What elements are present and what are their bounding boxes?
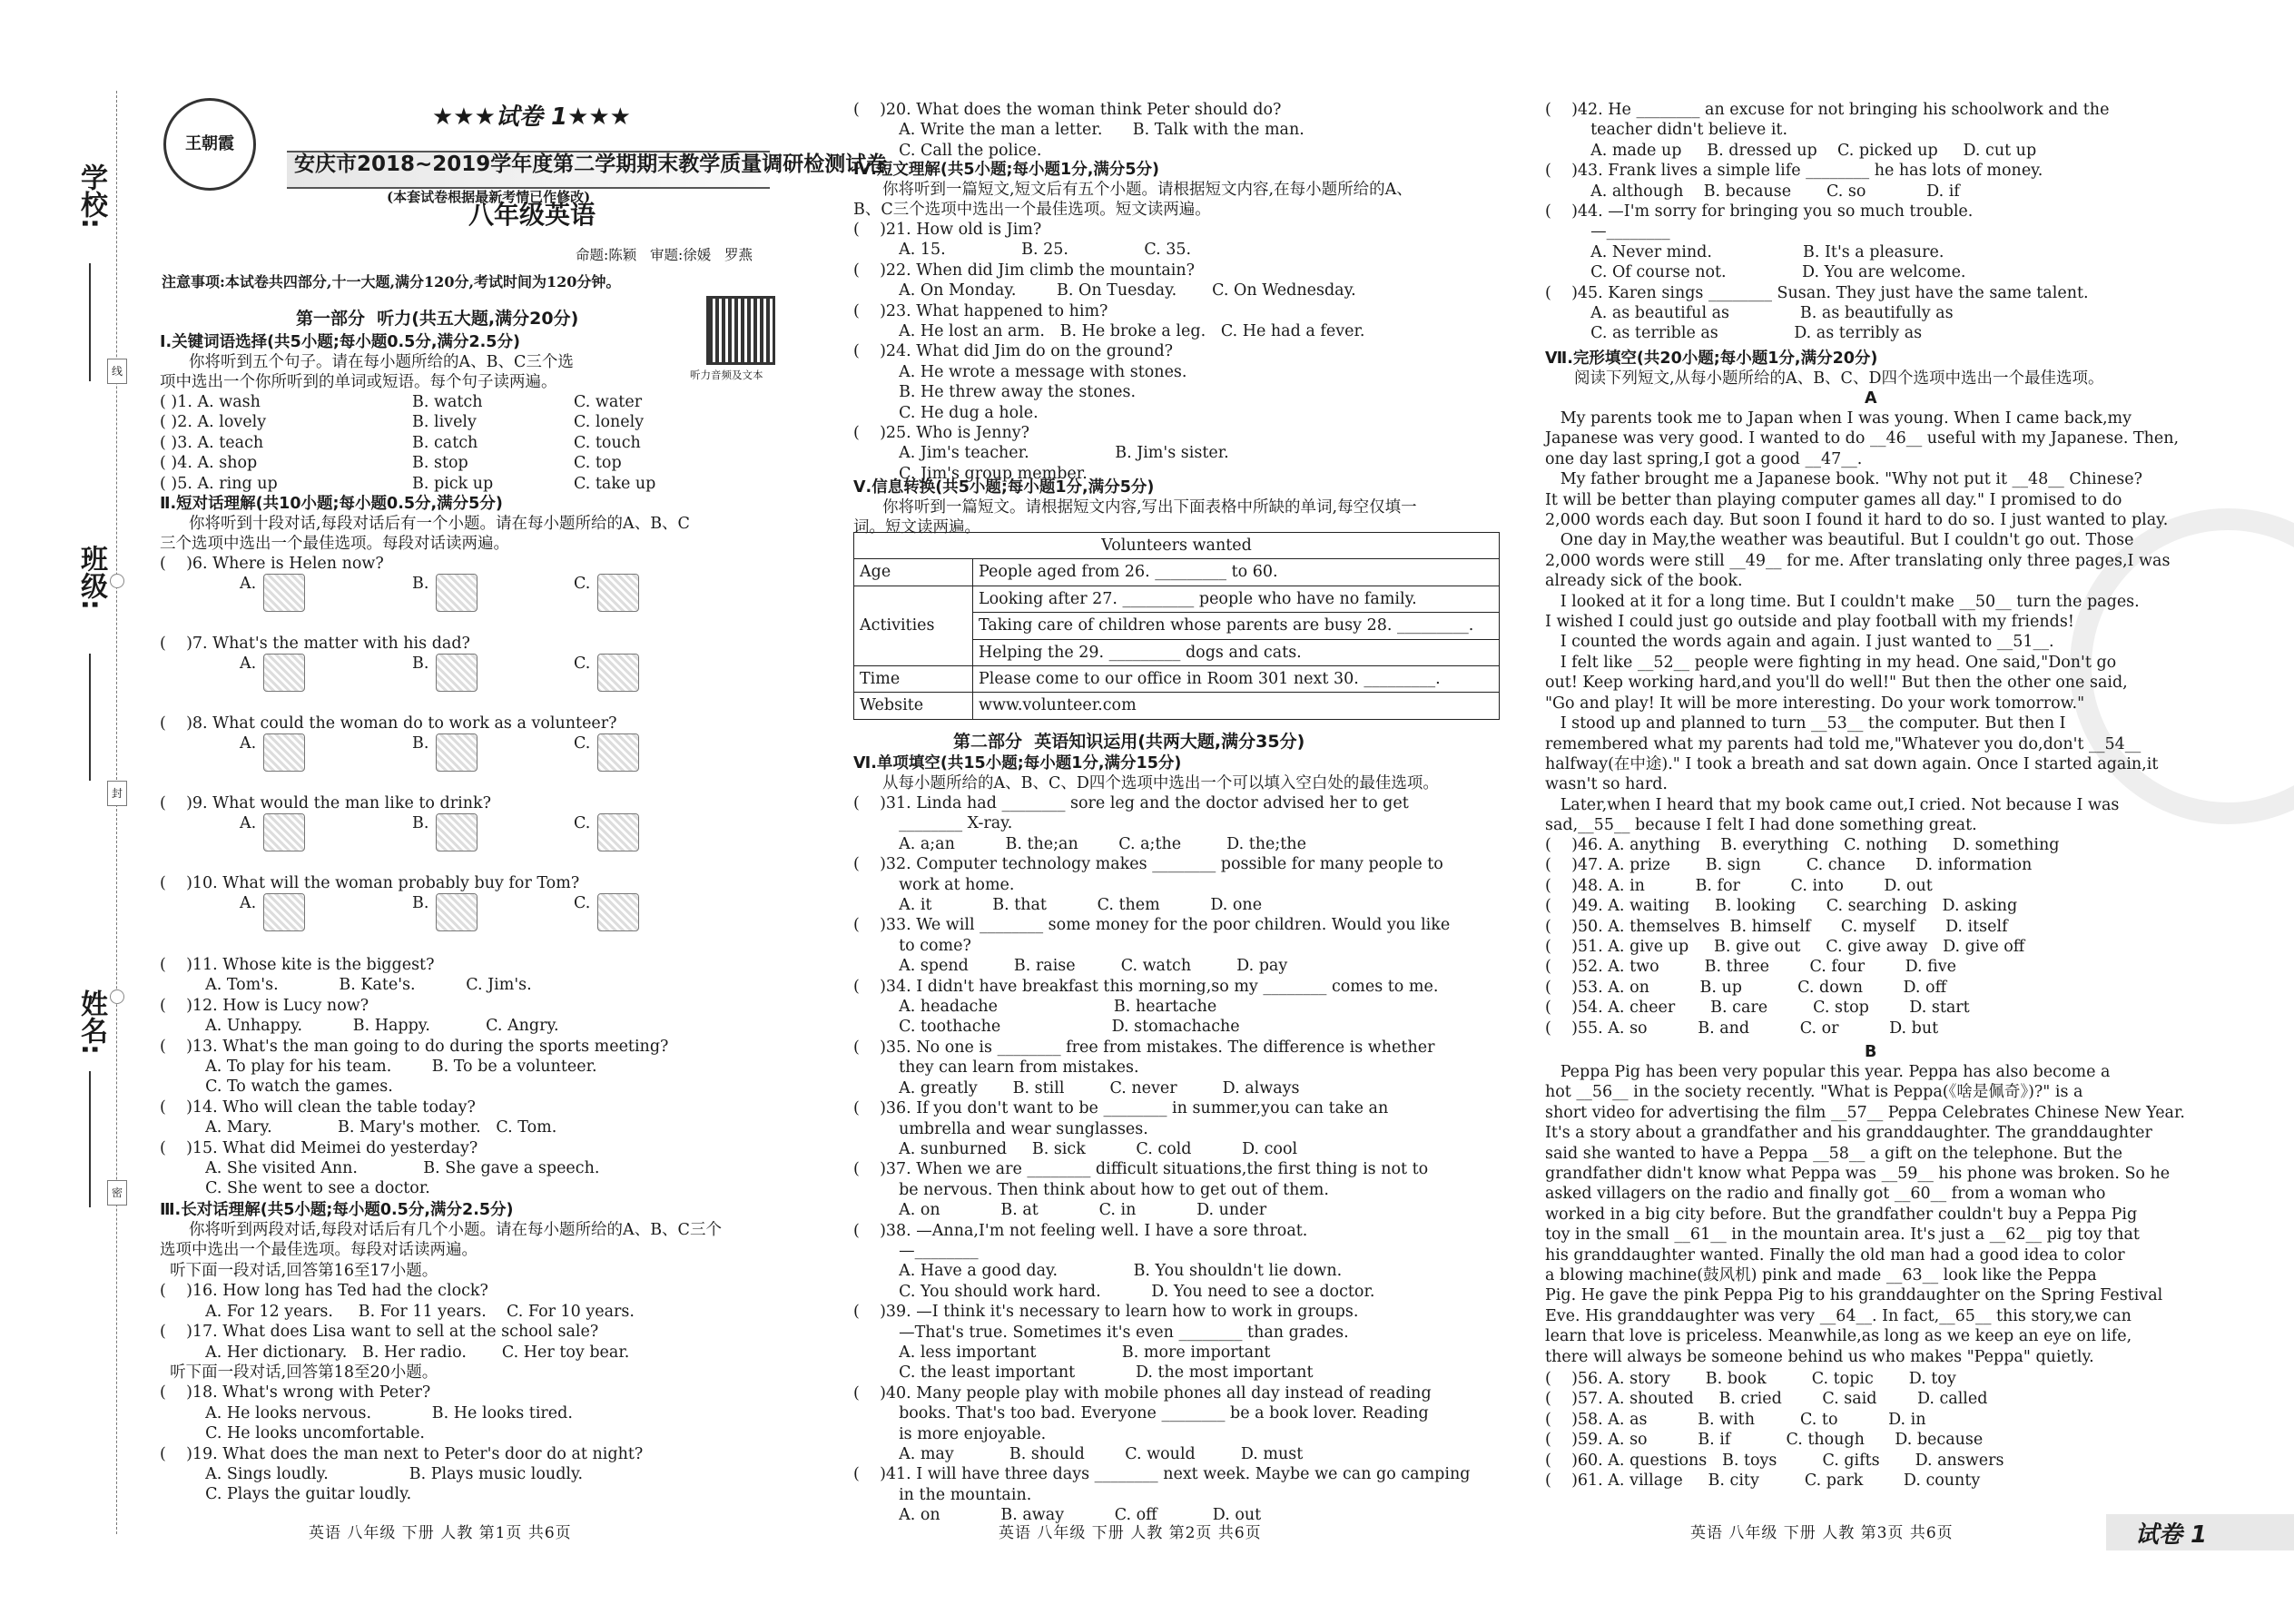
opt-a-label: A. xyxy=(240,734,257,753)
instruction-line: 三个选项中选出一个最佳选项。每段对话读两遍。 xyxy=(160,535,509,554)
q-line[interactable]: ( )13. What's the man going to do during the sports meeting? xyxy=(160,1037,669,1056)
q-options: A. Write the man a letter. B. Talk with the man. xyxy=(853,121,1305,140)
cloze-row[interactable]: ( )52. A. two B. three C. four D. five xyxy=(1545,958,1957,977)
q-line: ________ X-ray. xyxy=(853,814,1013,833)
picture-question[interactable] xyxy=(160,873,795,953)
questions-21-25 xyxy=(853,220,1364,484)
passage-a-label: A xyxy=(1865,389,1877,408)
age-label: Age xyxy=(854,559,973,586)
passage-line: One day in May,the weather was beautiful. But I couldn't go out. Those xyxy=(1545,531,2134,550)
authors: 命题:陈颖 审题:徐媛 罗燕 xyxy=(576,247,753,263)
q-line[interactable]: ( )23. What happened to him? xyxy=(853,301,1108,320)
opt-b-label: B. xyxy=(412,894,429,912)
q-line[interactable]: ( )14. Who will clean the table today? xyxy=(160,1097,476,1117)
passage-line: out! Keep working hard,and you'll do well!" But then the other one said, xyxy=(1545,674,2128,693)
q-line[interactable]: ( )45. Karen sings ________ Susan. They just have the same talent. xyxy=(1545,283,2089,302)
q-line[interactable]: ( )43. Frank lives a simple life ________ he has lots of money. xyxy=(1545,162,2043,181)
punch-hole xyxy=(110,989,124,1004)
q-options: A. For 12 years. B. For 11 years. C. For 10 years. xyxy=(160,1302,635,1321)
q-options: A. 15. B. 25. C. 35. xyxy=(853,241,1192,260)
q-stem: ( )9. What would the man like to drink? xyxy=(160,794,491,812)
instruction-line: B、C三个选项中选出一个最佳选项。短文读两遍。 xyxy=(853,201,1211,220)
q-stem: ( )1. A. wash xyxy=(160,393,261,411)
q-options: C. She went to see a doctor. xyxy=(160,1179,430,1198)
qr-code[interactable] xyxy=(706,296,775,365)
series-title: ★★★试卷 1★★★ xyxy=(432,103,631,131)
q-options: C. You should work hard. D. You need to see a doctor. xyxy=(853,1282,1375,1301)
passage-line: Japanese was very good. I wanted to do __46__ useful with my Japanese. Then, xyxy=(1545,429,2180,448)
q-line[interactable]: ( )24. What did Jim do on the ground? xyxy=(853,342,1174,361)
opt-c-label: C. xyxy=(574,734,591,753)
q-options: A. although B. because C. so D. if xyxy=(1545,182,1960,201)
passage-line: hot __56__ in the society recently. "What is Peppa(《啥是佩奇》)?" is a xyxy=(1545,1083,2083,1102)
passage-line: asked villagers on the radio and finally got __60__ from a woman who xyxy=(1545,1185,2106,1204)
section-1-title: Ⅰ.关键词语选择(共5小题;每小题0.5分,满分2.5分) xyxy=(160,333,520,351)
q-line[interactable]: ( )42. He ________ an excuse for not bringing his schoolwork and the xyxy=(1545,101,2110,119)
q-options: A. may B. should C. would D. must xyxy=(853,1445,1304,1463)
q-options: A. greatly B. still C. never D. always xyxy=(853,1078,1300,1097)
passage-line: his granddaughter wanted. Finally the old man had a good idea to color xyxy=(1545,1245,2125,1265)
q-options: A. She visited Ann. B. She gave a speech. xyxy=(160,1159,600,1178)
page-3 xyxy=(1545,0,2199,1624)
instruction-line: 项中选出一个你所听到的单词或短语。每个句子读两遍。 xyxy=(160,373,557,392)
option-image[interactable] xyxy=(436,654,478,692)
q-line: work at home. xyxy=(853,875,1015,894)
q-line: teacher didn't believe it. xyxy=(1545,121,1788,140)
instruction-line: 你将听到一篇短文,短文后有五个小题。请根据短文内容,在每小题所给的A、 xyxy=(882,181,1413,199)
q-line[interactable]: ( )44. —I'm sorry for bringing you so much trouble. xyxy=(1545,202,1974,221)
age-value[interactable]: People aged from 26. _________ to 60. xyxy=(973,559,1500,586)
binding-tag-line: 线 xyxy=(107,359,127,384)
q-options: C. as terrible as D. as terribly as xyxy=(1545,324,1923,343)
passage-line: short video for advertising the film __57__ Peppa Celebrates Chinese New Year. xyxy=(1545,1103,2185,1122)
name-field[interactable] xyxy=(89,1071,91,1207)
passage-line: grandfather didn't know what Peppa was __59__ his phone was broken. So he xyxy=(1545,1165,2171,1184)
instructions: 注意事项:本试卷共四部分,十一大题,满分120分,考试时间为120分钟。 xyxy=(162,273,621,290)
instruction-line: 你将听到五个句子。请在每小题所给的A、B、C三个选 xyxy=(189,353,574,371)
punch-hole xyxy=(110,574,124,588)
q-options: B. He threw away the stones. xyxy=(853,383,1137,402)
activity-value[interactable]: Taking care of children whose parents are busy 28. _________. xyxy=(973,613,1500,639)
sub-instruction: 听下面一段对话,回答第16至17小题。 xyxy=(160,1262,438,1280)
opt-a-label: A. xyxy=(240,814,257,832)
passage-a xyxy=(1545,408,2179,836)
q-options: C. He looks uncomfortable. xyxy=(160,1424,425,1443)
cloze-row[interactable]: ( )53. A. on B. up C. down D. off xyxy=(1545,978,1947,997)
option-image[interactable] xyxy=(597,574,639,612)
passage-line: It's a story about a grandfather and his granddaughter. The granddaughter xyxy=(1545,1124,2152,1143)
passage-line: Later,when I heard that my book came out,I cried. Not because I was xyxy=(1545,795,2120,814)
q-line[interactable]: ( )12. How is Lucy now? xyxy=(160,996,369,1015)
opt-b-label: B. xyxy=(412,655,429,673)
passage-line: My parents took me to Japan when I was young. When I came back,my xyxy=(1545,409,2132,428)
class-label: 班级: xyxy=(75,545,107,610)
section-2-instructions xyxy=(160,514,690,555)
section-7-title: Ⅶ.完形填空(共20小题;每小题1分,满分20分) xyxy=(1545,349,1878,368)
opt-c: C. touch xyxy=(574,433,641,452)
section-1-items xyxy=(160,392,668,494)
passage-line: Peppa Pig has been very popular this year. Peppa has also become a xyxy=(1545,1063,2111,1081)
q-options: A. Unhappy. B. Happy. C. Angry. xyxy=(160,1017,559,1036)
opt-b: B. watch xyxy=(412,393,483,411)
q-line[interactable]: ( )17. What does Lisa want to sell at the school sale? xyxy=(160,1323,599,1342)
section-1-instructions xyxy=(160,352,574,393)
option-image[interactable] xyxy=(263,893,305,931)
q-options: A. To play for his team. B. To be a volunteer. xyxy=(160,1058,597,1077)
passage-line: remembered what my parents had told me,"Whatever you do,don't __54__ xyxy=(1545,734,2141,753)
cloze-row[interactable]: ( )61. A. village B. city C. park D. county xyxy=(1545,1471,1981,1491)
q-options: A. it B. that C. them D. one xyxy=(853,896,1263,915)
option-image[interactable] xyxy=(436,813,478,851)
option-image[interactable] xyxy=(436,893,478,931)
school-field[interactable] xyxy=(89,263,91,381)
opt-b-label: B. xyxy=(412,575,429,593)
q-options: A. spend B. raise C. watch D. pay xyxy=(853,957,1288,976)
opt-c-label: C. xyxy=(574,655,591,673)
brand-logo xyxy=(163,98,256,191)
questions-31-41 xyxy=(853,793,1470,1526)
binding-line xyxy=(116,91,117,1534)
q-line[interactable]: ( )21. How old is Jim? xyxy=(853,221,1042,239)
cloze-a-options xyxy=(1545,835,2059,1038)
option-image[interactable] xyxy=(436,574,478,612)
passage-line: there will always be someone behind us who makes "Peppa" quietly. xyxy=(1545,1347,2094,1366)
q-options: A. as beautiful as B. as beautifully as xyxy=(1545,304,1954,323)
passage-line: It will be better than playing computer games all day." I promised to do xyxy=(1545,490,2122,509)
q-stem: ( )7. What's the matter with his dad? xyxy=(160,635,470,653)
q-options: A. He looks nervous. B. He looks tired. xyxy=(160,1403,573,1422)
q-line: books. That's too bad. Everyone ________ be a book lover. Reading xyxy=(853,1404,1429,1423)
cloze-row[interactable]: ( )57. A. shouted B. cried C. said D. called xyxy=(1545,1390,1988,1409)
opt-c: C. lonely xyxy=(574,413,645,432)
section-3-instructions xyxy=(160,1220,722,1261)
opt-b-label: B. xyxy=(412,734,429,753)
school-label: 学校: xyxy=(75,163,107,229)
picture-questions xyxy=(160,554,795,953)
q-options: A. Sings loudly. B. Plays music loudly. xyxy=(160,1465,584,1484)
passage-line: learn that love is priceless. Meanwhile,as long as we keep an eye on life, xyxy=(1545,1327,2132,1346)
binding-tag-secret: 密 xyxy=(107,1180,127,1206)
sub-instruction: 听下面一段对话,回答第18至20小题。 xyxy=(160,1363,438,1383)
instruction-line: 你将听到两段对话,每段对话后有几个小题。请在每小题所给的A、B、C三个 xyxy=(189,1221,722,1239)
q-options: C. the least important D. the most important xyxy=(853,1363,1314,1383)
q-line[interactable]: ( )32. Computer technology makes ________ possible for many people to xyxy=(853,855,1443,874)
picture-question[interactable] xyxy=(160,714,795,793)
part-1-heading: 第一部分 听力(共五大题,满分20分) xyxy=(296,309,579,329)
opt-a-label: A. xyxy=(240,655,257,673)
option-image[interactable] xyxy=(263,574,305,612)
q-line[interactable]: ( )18. What's wrong with Peter? xyxy=(160,1383,431,1403)
q-line[interactable]: ( )19. What does the man next to Peter's door do at night? xyxy=(160,1444,644,1463)
passage-line: a blowing machine(鼓风机) pink and made __63__ look like the Peppa xyxy=(1545,1266,2097,1285)
q-line[interactable]: ( )20. What does the woman think Peter should do? xyxy=(853,101,1282,119)
cloze-b-options xyxy=(1545,1369,2004,1491)
website-label: Website xyxy=(854,693,973,719)
q-line[interactable]: ( )11. Whose kite is the biggest? xyxy=(160,956,435,974)
cloze-row[interactable]: ( )58. A. as B. with C. to D. in xyxy=(1545,1410,1926,1429)
question-row[interactable] xyxy=(160,474,668,494)
section-7-instructions: 阅读下列短文,从每小题所给的A、B、C、D四个选项中选出一个最佳选项。 xyxy=(1574,369,2104,388)
section-6-title: Ⅵ.单项填空(共15小题;每小题1分,满分15分) xyxy=(853,754,1182,773)
exam-note: (本套试卷根据最新考情已作修改) xyxy=(387,189,591,205)
q-line: —________ xyxy=(1545,222,1670,241)
q-options: A. sunburned B. sick C. cold D. cool xyxy=(853,1139,1298,1158)
opt-c: C. top xyxy=(574,454,622,473)
cloze-row[interactable]: ( )51. A. give up B. give out C. give away D. give off xyxy=(1545,938,2025,957)
exam-title: 安庆市2018~2019学年度第二学期期末教学质量调研检测试卷 xyxy=(294,153,888,176)
part-2-heading: 第二部分 英语知识运用(共两大题,满分35分) xyxy=(953,732,1305,752)
qr-caption: 听力音频及文本 xyxy=(690,369,763,381)
q-options: A. Tom's. B. Kate's. C. Jim's. xyxy=(160,976,532,995)
section-4-title: Ⅳ.短文理解(共5小题;每小题1分,满分5分) xyxy=(853,161,1160,179)
picture-question[interactable] xyxy=(160,554,795,634)
opt-a-label: A. xyxy=(240,894,257,912)
opt-c-label: C. xyxy=(574,814,591,832)
option-image[interactable] xyxy=(263,654,305,692)
q-line[interactable]: ( )40. Many people play with mobile phones all day instead of reading xyxy=(853,1383,1432,1403)
q-stem: ( )10. What will the woman probably buy for Tom? xyxy=(160,874,580,892)
q-options: C. toothache D. stomachache xyxy=(853,1018,1240,1037)
opt-b: B. lively xyxy=(412,413,477,432)
time-label: Time xyxy=(854,666,973,693)
opt-b-label: B. xyxy=(412,814,429,832)
passage-line: wasn't so hard. xyxy=(1545,775,1668,794)
q-line: they can learn from mistakes. xyxy=(853,1058,1139,1078)
passage-line: "Go and play! It will be more interesting. Do your work tomorrow." xyxy=(1545,694,2085,713)
picture-question[interactable] xyxy=(160,793,795,873)
q-line[interactable]: ( )41. I will have three days ________ next week. Maybe we can go camping xyxy=(853,1465,1471,1484)
passage-line: halfway(在中途)." I took a breath and sat down again. Once I started again,it xyxy=(1545,754,2159,773)
activity-value[interactable]: Helping the 29. _________ dogs and cats. xyxy=(973,639,1500,665)
passage-line: already sick of the book. xyxy=(1545,572,1743,591)
q-options: A. made up B. dressed up C. picked up D. cut up xyxy=(1545,141,2037,160)
opt-b: B. stop xyxy=(412,454,468,473)
cloze-row[interactable]: ( )49. A. waiting B. looking C. searching D. asking xyxy=(1545,897,2018,916)
page-footer: 英语 八年级 下册 人教 第1页 共6页 xyxy=(309,1524,572,1542)
option-image[interactable] xyxy=(436,733,478,772)
section-5-title: Ⅴ.信息转换(共5小题;每小题1分,满分5分) xyxy=(853,478,1155,497)
q-options: C. Of course not. D. You are welcome. xyxy=(1545,263,1966,282)
q-options: A. a;an B. the;an C. a;the D. the;the xyxy=(853,834,1306,853)
q-line: —That's true. Sometimes it's even ________ than grades. xyxy=(853,1323,1349,1342)
option-image[interactable] xyxy=(263,733,305,772)
cloze-row[interactable]: ( )47. A. prize B. sign C. chance D. information xyxy=(1545,856,2033,875)
opt-c: C. take up xyxy=(574,474,656,493)
q-options: C. He dug a hole. xyxy=(853,403,1039,422)
passage-b xyxy=(1545,1062,2185,1367)
picture-question[interactable] xyxy=(160,634,795,714)
volunteers-table xyxy=(853,532,1500,720)
q-options: A. less important B. more important xyxy=(853,1343,1271,1362)
q-options: C. Call the police. xyxy=(853,141,1042,160)
table-title: Volunteers wanted xyxy=(854,533,1500,559)
q-line: be nervous. Then think about how to get out of them. xyxy=(853,1180,1329,1199)
logo-text: 王朝霞 xyxy=(185,133,234,153)
q-options: C. Plays the guitar loudly. xyxy=(160,1485,412,1504)
passage-line: sad,__55__ because I felt I had done something great. xyxy=(1545,816,1977,835)
name-label: 姓名: xyxy=(75,989,107,1055)
website-value: www.volunteer.com xyxy=(973,693,1500,719)
opt-c: C. water xyxy=(574,393,643,411)
q-options: A. Never mind. B. It's a pleasure. xyxy=(1545,242,1944,261)
option-image[interactable] xyxy=(597,654,639,692)
q-line[interactable]: ( )22. When did Jim climb the mountain? xyxy=(853,261,1196,280)
q-options: C. To watch the games. xyxy=(160,1078,393,1097)
questions-42-45 xyxy=(1545,100,2109,344)
opt-b: B. pick up xyxy=(412,474,494,493)
q-options: A. Have a good day. B. You shouldn't lie down. xyxy=(853,1262,1343,1281)
cloze-row[interactable]: ( )59. A. so B. if C. though D. because xyxy=(1545,1431,1984,1450)
binding-tag-seal: 封 xyxy=(107,781,127,806)
section-6-instructions: 从每小题所给的A、B、C、D四个选项中选出一个可以填入空白处的最佳选项。 xyxy=(882,774,1439,792)
passage-line: said she wanted to have a Peppa __58__ a gift on the telephone. But the xyxy=(1545,1144,2122,1163)
passage-line: I looked at it for a long time. But I couldn't make __50__ turn the pages. xyxy=(1545,592,2140,611)
q-options: A. on B. away C. off D. out xyxy=(853,1506,1262,1525)
q-options: A. headache B. heartache xyxy=(853,998,1217,1017)
instruction-line: 选项中选出一个最佳选项。每段对话读两遍。 xyxy=(160,1241,478,1260)
questions-11-15 xyxy=(160,955,668,1199)
cloze-row[interactable]: ( )56. A. story B. book C. topic D. toy xyxy=(1545,1370,1956,1388)
q-line[interactable]: ( )25. Who is Jenny? xyxy=(853,424,1029,443)
instruction-line: 词。短文读两遍。 xyxy=(853,518,980,537)
q-line[interactable]: ( )39. —I think it's necessary to learn how to work in groups. xyxy=(853,1303,1359,1322)
question-row[interactable] xyxy=(160,453,668,473)
q-stem: ( )3. A. teach xyxy=(160,433,264,452)
option-image[interactable] xyxy=(597,813,639,851)
option-image[interactable] xyxy=(597,733,639,772)
passage-line: I felt like __52__ people were fighting in my head. One said,"Don't go xyxy=(1545,653,2117,672)
q-line[interactable]: ( )34. I didn't have breakfast this morning,so my ________ comes to me. xyxy=(853,977,1439,996)
subject-title: 八年级英语 xyxy=(468,200,596,230)
option-image[interactable] xyxy=(597,893,639,931)
question-20 xyxy=(853,100,1305,161)
page-2 xyxy=(853,0,1507,1624)
cloze-row[interactable]: ( )55. A. so B. and C. or D. but xyxy=(1545,1019,1939,1038)
passage-line: I wished I could just go outside and play football with my friends! xyxy=(1545,613,2074,632)
q-line[interactable]: ( )31. Linda had ________ sore leg and the doctor advised her to get xyxy=(853,794,1409,812)
q-options: A. Jim's teacher. B. Jim's sister. xyxy=(853,444,1229,463)
question-row[interactable] xyxy=(160,392,668,412)
cloze-row[interactable]: ( )60. A. questions B. toys C. gifts D. answers xyxy=(1545,1451,2004,1470)
q-line: umbrella and wear sunglasses. xyxy=(853,1119,1148,1138)
instruction-line: 你将听到十段对话,每段对话后有一个小题。请在每小题所给的A、B、C xyxy=(189,515,690,533)
q-line: —________ xyxy=(853,1241,979,1260)
passage-line: My father brought me a Japanese book. "Why not put it __48__ Chinese? xyxy=(1545,470,2142,489)
q-stem: ( )6. Where is Helen now? xyxy=(160,555,384,573)
q-line: to come? xyxy=(853,936,971,955)
q-line: is more enjoyable. xyxy=(853,1424,1047,1443)
q-line[interactable]: ( )16. How long has Ted had the clock? xyxy=(160,1282,488,1301)
cloze-row[interactable]: ( )54. A. cheer B. care C. stop D. start xyxy=(1545,999,1970,1018)
passage-line: worked in a big city before. But the grandfather couldn't buy a Peppa Pig xyxy=(1545,1205,2138,1224)
questions-16-19 xyxy=(160,1261,643,1505)
opt-b: B. catch xyxy=(412,433,478,452)
class-field[interactable] xyxy=(89,654,91,781)
passage-line: Pig. He gave the pink Peppa Pig to his granddaughter on the Spring Festival xyxy=(1545,1286,2163,1305)
q-stem: ( )5. A. ring up xyxy=(160,474,278,493)
q-options: A. On Monday. B. On Tuesday. C. On Wednesday. xyxy=(853,281,1356,300)
q-stem: ( )2. A. lovely xyxy=(160,413,267,432)
q-stem: ( )4. A. shop xyxy=(160,454,258,473)
passage-line: toy in the small __61__ in the mountain area. It's just a __62__ pig toy that xyxy=(1545,1225,2140,1245)
passage-line: I stood up and planned to turn __53__ the computer. But then I xyxy=(1545,714,2066,733)
activity-value[interactable]: Looking after 27. _________ people who have no family. xyxy=(973,586,1500,612)
q-options: A. He wrote a message with stones. xyxy=(853,362,1187,381)
passage-line: one day last spring,I got a good __47__. xyxy=(1545,449,1863,468)
q-line: in the mountain. xyxy=(853,1485,1032,1504)
instruction-line: 你将听到一篇短文。请根据短文内容,写出下面表格中所缺的单词,每空仅填一 xyxy=(882,498,1417,517)
q-options: A. Her dictionary. B. Her radio. C. Her toy bear. xyxy=(160,1343,630,1362)
passage-line: 2,000 words each day. But soon I found it hard to do so. I just wanted to play. xyxy=(1545,511,2169,530)
passage-line: Eve. His granddaughter was very __64__. In fact,__65__ this story,we can xyxy=(1545,1306,2132,1325)
q-options: A. on B. at C. in D. under xyxy=(853,1201,1267,1220)
q-line[interactable]: ( )15. What did Meimei do yesterday? xyxy=(160,1138,478,1157)
cloze-row[interactable]: ( )48. A. in B. for C. into D. out xyxy=(1545,876,1933,895)
section-2-title: Ⅱ.短对话理解(共10小题;每小题0.5分,满分5分) xyxy=(160,495,503,513)
option-image[interactable] xyxy=(263,813,305,851)
q-line[interactable]: ( )36. If you don't want to be ________ in summer,you can take an xyxy=(853,1099,1389,1118)
q-line[interactable]: ( )35. No one is ________ free from mistakes. The difference is whether xyxy=(853,1038,1435,1057)
section-4-instructions xyxy=(853,180,1413,221)
q-stem: ( )8. What could the woman do to work as a volunteer? xyxy=(160,714,617,733)
passage-line: 2,000 words were still __49__ for me. After translating only three pages,I was xyxy=(1545,551,2171,570)
q-options: C. Jim's group member. xyxy=(853,464,1088,483)
page-footer: 英语 八年级 下册 人教 第2页 共6页 xyxy=(999,1524,1262,1542)
opt-c-label: C. xyxy=(574,575,591,593)
q-line[interactable]: ( )33. We will ________ some money for the poor children. Would you like xyxy=(853,916,1451,935)
activities-label: Activities xyxy=(854,586,973,665)
q-options: A. Mary. B. Mary's mother. C. Tom. xyxy=(160,1118,557,1137)
passage-b-label: B xyxy=(1865,1043,1877,1061)
opt-c-label: C. xyxy=(574,894,591,912)
question-row[interactable] xyxy=(160,433,668,453)
time-value[interactable]: Please come to our office in Room 301 next 30. _________. xyxy=(973,666,1500,693)
cloze-row[interactable]: ( )46. A. anything B. everything C. nothing D. something xyxy=(1545,836,2060,854)
q-line[interactable]: ( )38. —Anna,I'm not feeling well. I have a sore throat. xyxy=(853,1221,1308,1240)
page-footer: 英语 八年级 下册 人教 第3页 共6页 xyxy=(1690,1524,1954,1542)
section-3-title: Ⅲ.长对话理解(共5小题;每小题0.5分,满分2.5分) xyxy=(160,1201,514,1219)
q-line[interactable]: ( )37. When we are ________ difficult situations,the first thing is not to xyxy=(853,1160,1429,1179)
cloze-row[interactable]: ( )50. A. themselves B. himself C. myself D. itself xyxy=(1545,917,2008,936)
q-options: A. He lost an arm. B. He broke a leg. C. He had a fever. xyxy=(853,322,1365,341)
question-row[interactable] xyxy=(160,412,668,432)
series-badge: 试卷 1 xyxy=(2135,1521,2208,1549)
passage-line: I counted the words again and again. I just wanted to __51__. xyxy=(1545,633,2054,652)
opt-a-label: A. xyxy=(240,575,257,593)
